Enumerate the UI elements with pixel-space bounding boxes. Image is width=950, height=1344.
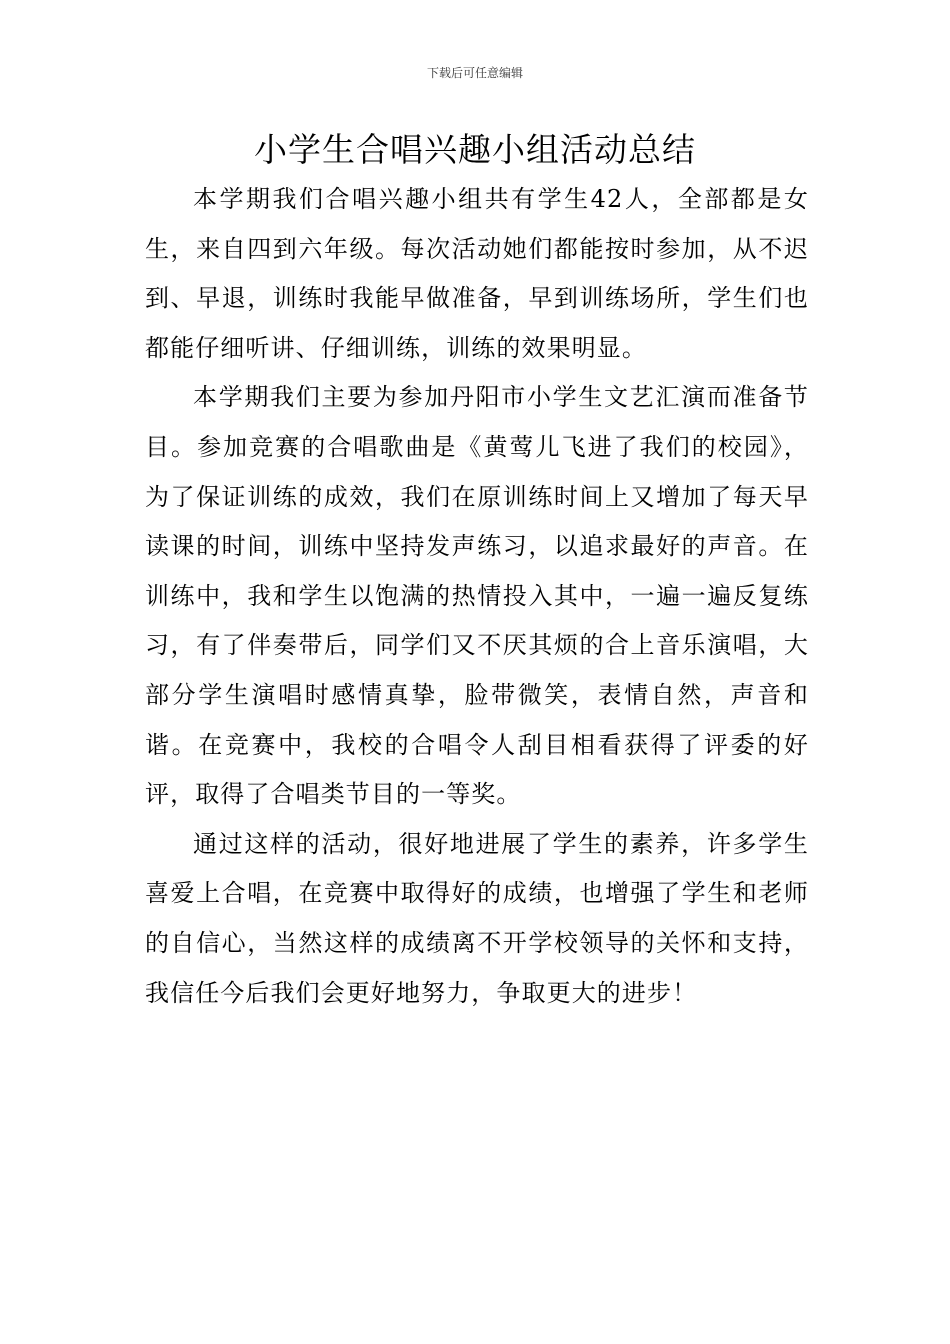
header-note: 下载后可任意编辑 [426,66,523,80]
page-title: 小学生合唱兴趣小组活动总结 [254,130,696,169]
paragraph-3: 通过这样的活动，很好地进展了学生的素养，许多学生喜爱上合唱，在竞赛中取得好的成绩，也增强了学生和老师的自信心，当然这样的成绩离不开学校领导的关怀和支持，我信任今后我们会更好地努力，争取更大的进步！ [145,829,809,1007]
document-body [145,175,809,1018]
paragraph-1: 本学期我们合唱兴趣小组共有学生42人，全部都是女生，来自四到六年级。每次活动她们都能按时参加，从不迟到、早退，训练时我能早做准备，早到训练场所，学生们也都能仔细听讲、仔细训练，训练的效果明显。 [145,185,809,362]
paragraph-2: 本学期我们主要为参加丹阳市小学生文艺汇演而准备节目。参加竞赛的合唱歌曲是《黄莺儿飞进了我们的校园》，为了保证训练的成效，我们在原训练时间上又增加了每天早读课的时间，训练中坚持发声练习，以追求最好的声音。在训练中，我和学生以饱满的热情投入其中，一遍一遍反复练习，有了伴奏带后，同学们又不厌其烦的合上音乐演唱，大部分学生演唱时感情真挚，脸带微笑，表情自然，声音和谐。在竞赛中，我校的合唱令人刮目相看获得了评委的好评，取得了合唱类节目的一等奖。 [145,383,809,809]
